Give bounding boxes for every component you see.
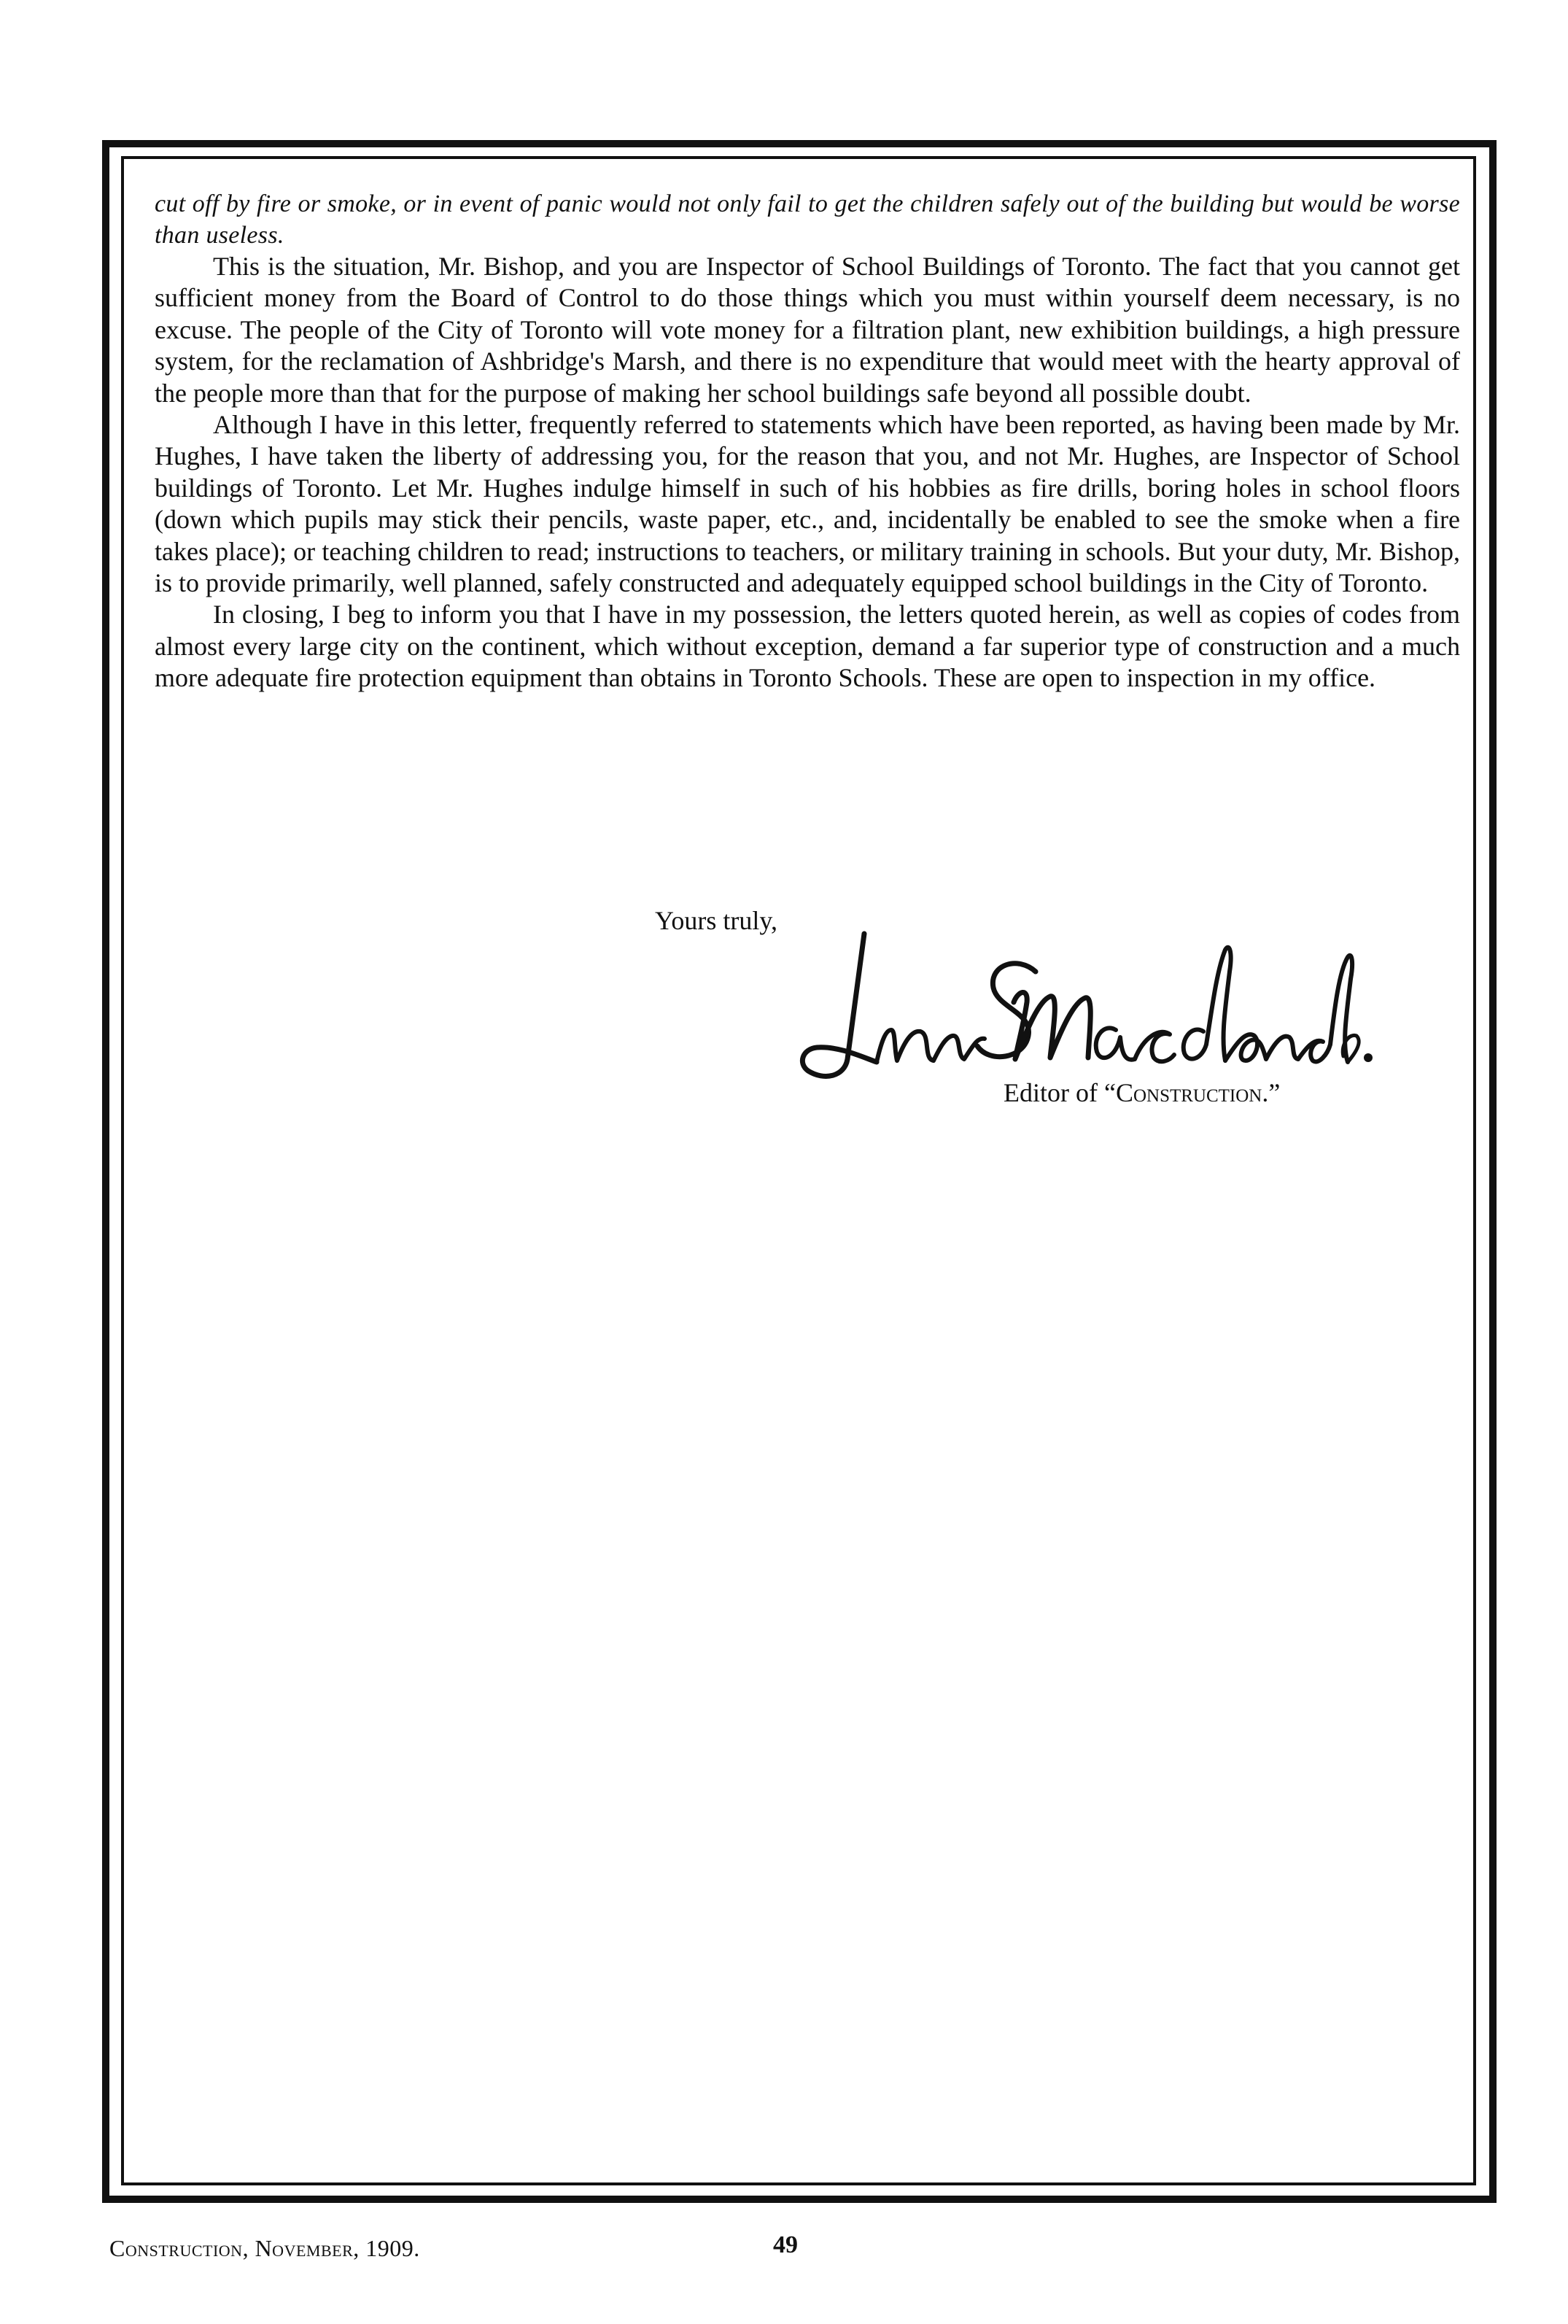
signer-title-publication: Construction <box>1115 1078 1262 1107</box>
letter-paragraph: In closing, I beg to inform you that I have in my possession, the letters quoted herein, as well as copies of codes from almost every large city on the continent, which without exception, demand a far superior type of construction and a much more adequate fire protection equipment than obtains in Toronto Schools. These are open to inspection in my office. <box>155 600 1460 693</box>
letter-paragraph: This is the situation, Mr. Bishop, and you are Inspector of School Buildings of Toronto. The fact that you cannot get sufficient money from the Board of Control to do those things which you must within yourself deem necessary, is no excuse. The people of the City of Toronto will vote money for a filtration plant, new exhibition buildings, a high pressure system, for the reclamation of Ashbridge's Marsh, and there is no expenditure that would meet with the hearty approval of the people more than that for the purpose of making her school buildings safe beyond all possible doubt. <box>155 252 1460 408</box>
signer-title-suffix: .” <box>1262 1078 1281 1107</box>
letter-lead-italic: cut off by fire or smoke, or in event of panic would not only fail to get the children safely out of the building but would be worse than useless. <box>155 190 1460 249</box>
letter-closing: Yours truly, <box>655 906 778 935</box>
handwritten-signature <box>795 921 1378 1088</box>
letter-paragraph: Although I have in this letter, frequently referred to statements which have been reported, as having been made by Mr. Hughes, I have taken the liberty of addressing you, for the reason that you, and not Mr. Hughes, are Inspector of School buildings of Toronto. Let Mr. Hughes indulge himself in such of his hobbies as fire drills, boring holes in school floors (down which pupils may stick their pencils, waste paper, etc., and, incidentally be enabled to see the smoke when a fire takes place); or teaching children to read; instructions to teachers, or military training in schools. But your duty, Mr. Bishop, is to provide primarily, well planned, safely constructed and adequately equipped school buildings in the City of Toronto. <box>155 410 1460 598</box>
signer-title-prefix: Editor of “ <box>1004 1078 1116 1107</box>
letter-body <box>155 188 1460 694</box>
footer-publication-date: Construction, November, 1909. <box>109 2235 420 2261</box>
page-number: 49 <box>773 2231 798 2258</box>
signer-title <box>1004 1077 1280 1109</box>
